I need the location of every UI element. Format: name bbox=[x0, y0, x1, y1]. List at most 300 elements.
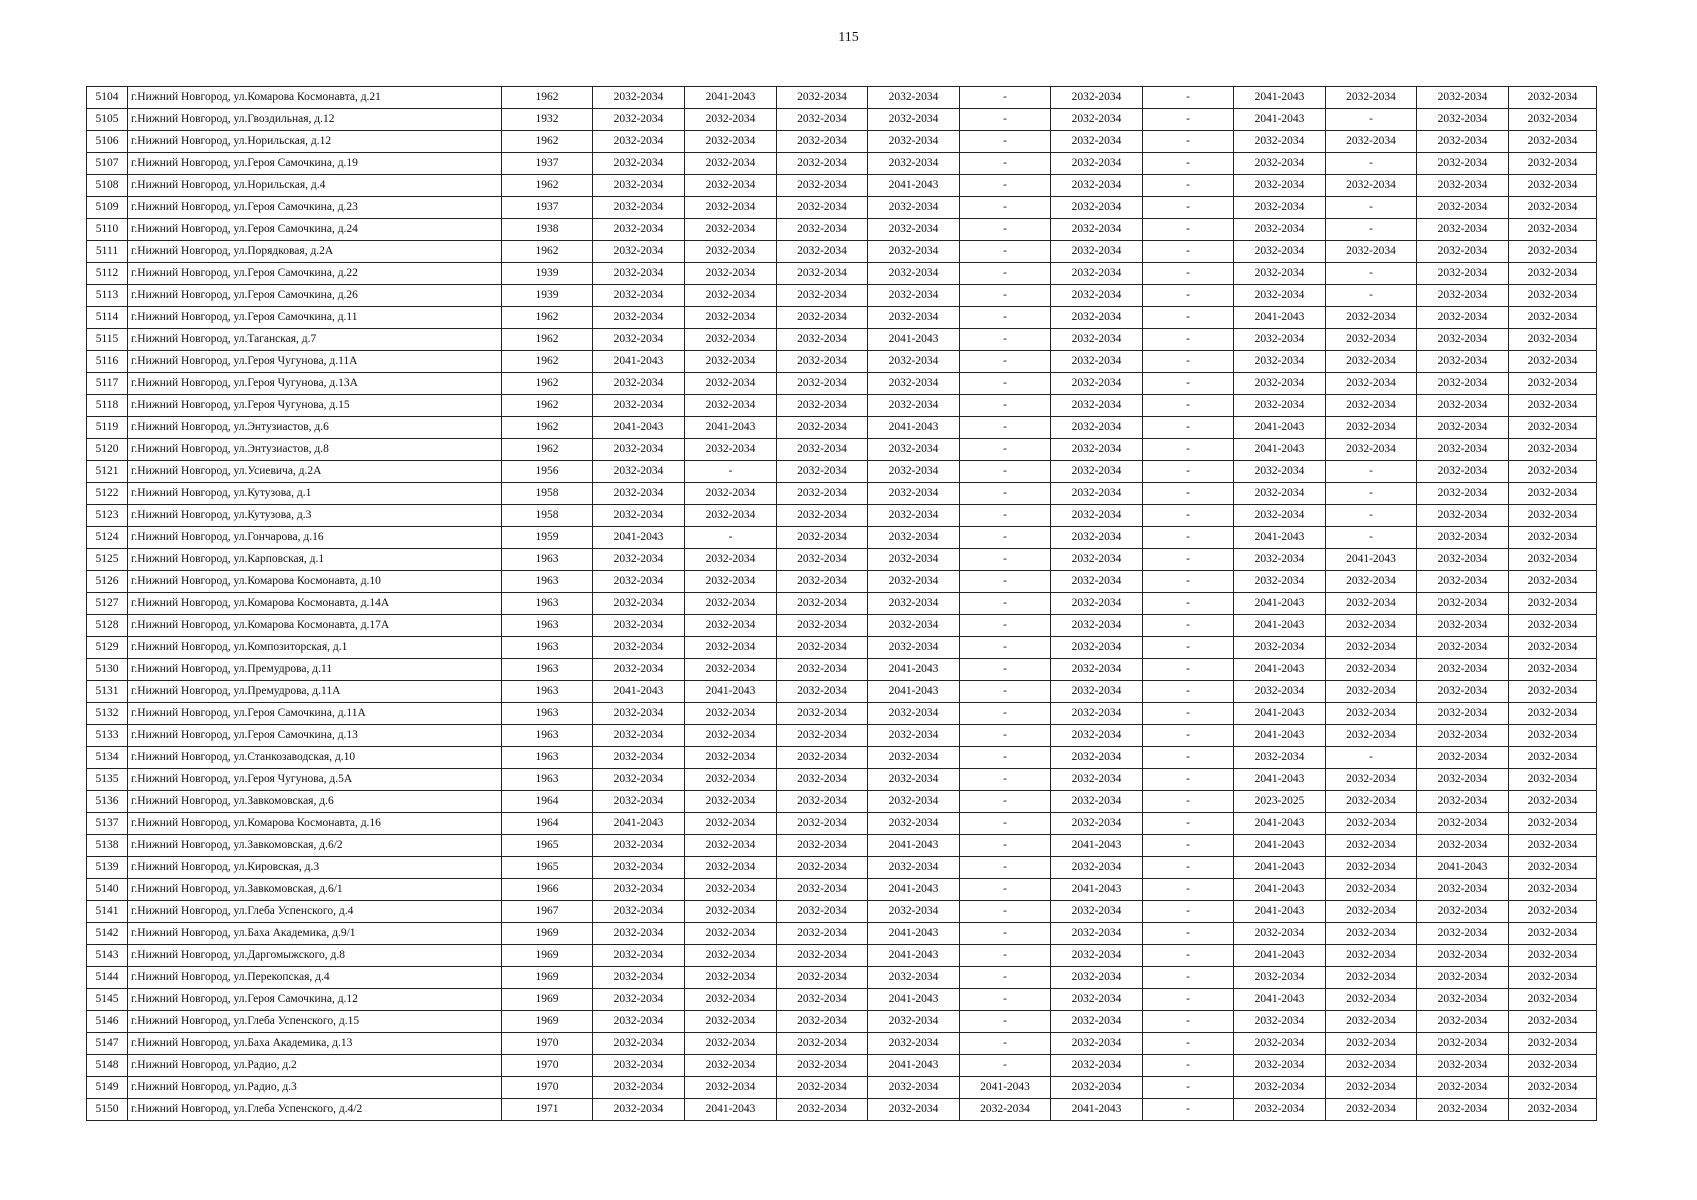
cell-repair-period-1: 2032-2034 bbox=[593, 461, 685, 483]
cell-build-year: 1965 bbox=[502, 835, 593, 857]
cell-repair-period-8: 2032-2034 bbox=[1234, 923, 1326, 945]
cell-repair-period-3: 2032-2034 bbox=[777, 175, 868, 197]
cell-repair-period-4: 2032-2034 bbox=[868, 901, 960, 923]
cell-repair-period-8: 2041-2043 bbox=[1234, 87, 1326, 109]
table-body bbox=[87, 87, 1597, 1121]
cell-row-number: 5147 bbox=[87, 1033, 128, 1055]
cell-address: г.Нижний Новгород, ул.Комарова Космонавта, д.10 bbox=[128, 571, 502, 593]
cell-repair-period-2: 2032-2034 bbox=[685, 483, 777, 505]
cell-repair-period-6: 2032-2034 bbox=[1051, 1011, 1143, 1033]
cell-repair-period-7: - bbox=[1143, 351, 1234, 373]
cell-repair-period-5: - bbox=[960, 857, 1051, 879]
cell-repair-period-2: 2041-2043 bbox=[685, 417, 777, 439]
cell-repair-period-10: 2032-2034 bbox=[1417, 241, 1509, 263]
cell-repair-period-3: 2032-2034 bbox=[777, 967, 868, 989]
cell-repair-period-3: 2032-2034 bbox=[777, 285, 868, 307]
cell-row-number: 5108 bbox=[87, 175, 128, 197]
cell-repair-period-1: 2032-2034 bbox=[593, 1099, 685, 1121]
table-row bbox=[87, 241, 1597, 263]
table-row bbox=[87, 989, 1597, 1011]
cell-build-year: 1962 bbox=[502, 439, 593, 461]
cell-repair-period-10: 2032-2034 bbox=[1417, 505, 1509, 527]
cell-repair-period-1: 2032-2034 bbox=[593, 1077, 685, 1099]
cell-repair-period-3: 2032-2034 bbox=[777, 659, 868, 681]
cell-repair-period-3: 2032-2034 bbox=[777, 703, 868, 725]
cell-build-year: 1937 bbox=[502, 153, 593, 175]
cell-repair-period-3: 2032-2034 bbox=[777, 87, 868, 109]
cell-repair-period-2: 2032-2034 bbox=[685, 901, 777, 923]
cell-repair-period-6: 2032-2034 bbox=[1051, 923, 1143, 945]
cell-repair-period-7: - bbox=[1143, 637, 1234, 659]
cell-repair-period-6: 2032-2034 bbox=[1051, 329, 1143, 351]
cell-repair-period-6: 2032-2034 bbox=[1051, 549, 1143, 571]
cell-repair-period-10: 2032-2034 bbox=[1417, 1011, 1509, 1033]
cell-repair-period-10: 2032-2034 bbox=[1417, 263, 1509, 285]
cell-repair-period-7: - bbox=[1143, 1099, 1234, 1121]
cell-address: г.Нижний Новгород, ул.Комарова Космонавта, д.16 bbox=[128, 813, 502, 835]
cell-repair-period-10: 2032-2034 bbox=[1417, 1077, 1509, 1099]
cell-repair-period-1: 2032-2034 bbox=[593, 197, 685, 219]
cell-repair-period-1: 2041-2043 bbox=[593, 813, 685, 835]
cell-repair-period-1: 2032-2034 bbox=[593, 175, 685, 197]
cell-repair-period-3: 2032-2034 bbox=[777, 637, 868, 659]
cell-repair-period-7: - bbox=[1143, 945, 1234, 967]
cell-repair-period-4: 2032-2034 bbox=[868, 1011, 960, 1033]
cell-repair-period-11: 2032-2034 bbox=[1509, 329, 1597, 351]
table-row bbox=[87, 659, 1597, 681]
cell-repair-period-1: 2032-2034 bbox=[593, 879, 685, 901]
cell-repair-period-7: - bbox=[1143, 659, 1234, 681]
cell-repair-period-7: - bbox=[1143, 109, 1234, 131]
cell-repair-period-1: 2032-2034 bbox=[593, 483, 685, 505]
cell-row-number: 5143 bbox=[87, 945, 128, 967]
cell-address: г.Нижний Новгород, ул.Кутузова, д.1 bbox=[128, 483, 502, 505]
cell-repair-period-5: - bbox=[960, 241, 1051, 263]
cell-repair-period-6: 2032-2034 bbox=[1051, 153, 1143, 175]
cell-build-year: 1970 bbox=[502, 1055, 593, 1077]
cell-repair-period-10: 2032-2034 bbox=[1417, 395, 1509, 417]
cell-row-number: 5149 bbox=[87, 1077, 128, 1099]
cell-repair-period-5: - bbox=[960, 175, 1051, 197]
cell-repair-period-6: 2032-2034 bbox=[1051, 571, 1143, 593]
cell-repair-period-11: 2032-2034 bbox=[1509, 637, 1597, 659]
table-row bbox=[87, 747, 1597, 769]
cell-repair-period-6: 2032-2034 bbox=[1051, 989, 1143, 1011]
cell-repair-period-2: 2032-2034 bbox=[685, 197, 777, 219]
cell-repair-period-5: - bbox=[960, 505, 1051, 527]
cell-repair-period-9: - bbox=[1326, 527, 1417, 549]
cell-repair-period-7: - bbox=[1143, 219, 1234, 241]
cell-address: г.Нижний Новгород, ул.Завкомовская, д.6/1 bbox=[128, 879, 502, 901]
cell-repair-period-4: 2032-2034 bbox=[868, 791, 960, 813]
cell-address: г.Нижний Новгород, ул.Энтузиастов, д.6 bbox=[128, 417, 502, 439]
cell-repair-period-4: 2041-2043 bbox=[868, 1055, 960, 1077]
cell-repair-period-7: - bbox=[1143, 703, 1234, 725]
cell-repair-period-11: 2032-2034 bbox=[1509, 373, 1597, 395]
cell-row-number: 5117 bbox=[87, 373, 128, 395]
table-row bbox=[87, 593, 1597, 615]
cell-repair-period-1: 2032-2034 bbox=[593, 395, 685, 417]
cell-repair-period-10: 2032-2034 bbox=[1417, 1033, 1509, 1055]
cell-repair-period-6: 2032-2034 bbox=[1051, 813, 1143, 835]
cell-repair-period-5: - bbox=[960, 395, 1051, 417]
cell-repair-period-9: 2032-2034 bbox=[1326, 923, 1417, 945]
cell-repair-period-6: 2032-2034 bbox=[1051, 197, 1143, 219]
table-row bbox=[87, 1011, 1597, 1033]
cell-repair-period-2: 2032-2034 bbox=[685, 989, 777, 1011]
table-row bbox=[87, 439, 1597, 461]
cell-repair-period-6: 2032-2034 bbox=[1051, 109, 1143, 131]
cell-build-year: 1971 bbox=[502, 1099, 593, 1121]
cell-repair-period-8: 2032-2034 bbox=[1234, 1033, 1326, 1055]
cell-repair-period-11: 2032-2034 bbox=[1509, 263, 1597, 285]
cell-build-year: 1963 bbox=[502, 769, 593, 791]
cell-repair-period-1: 2032-2034 bbox=[593, 703, 685, 725]
cell-address: г.Нижний Новгород, ул.Кутузова, д.3 bbox=[128, 505, 502, 527]
cell-repair-period-3: 2032-2034 bbox=[777, 329, 868, 351]
cell-repair-period-10: 2032-2034 bbox=[1417, 1055, 1509, 1077]
cell-repair-period-11: 2032-2034 bbox=[1509, 835, 1597, 857]
cell-repair-period-11: 2032-2034 bbox=[1509, 1055, 1597, 1077]
cell-repair-period-7: - bbox=[1143, 747, 1234, 769]
cell-repair-period-9: 2032-2034 bbox=[1326, 1099, 1417, 1121]
cell-row-number: 5104 bbox=[87, 87, 128, 109]
cell-repair-period-3: 2032-2034 bbox=[777, 505, 868, 527]
cell-repair-period-1: 2032-2034 bbox=[593, 439, 685, 461]
cell-repair-period-5: - bbox=[960, 153, 1051, 175]
cell-repair-period-9: 2032-2034 bbox=[1326, 131, 1417, 153]
cell-repair-period-1: 2032-2034 bbox=[593, 1033, 685, 1055]
cell-repair-period-5: - bbox=[960, 923, 1051, 945]
cell-repair-period-4: 2041-2043 bbox=[868, 879, 960, 901]
cell-repair-period-4: 2032-2034 bbox=[868, 1077, 960, 1099]
cell-repair-period-9: - bbox=[1326, 109, 1417, 131]
cell-repair-period-8: 2032-2034 bbox=[1234, 571, 1326, 593]
cell-repair-period-11: 2032-2034 bbox=[1509, 1077, 1597, 1099]
cell-repair-period-7: - bbox=[1143, 923, 1234, 945]
cell-repair-period-9: - bbox=[1326, 153, 1417, 175]
cell-repair-period-7: - bbox=[1143, 901, 1234, 923]
cell-repair-period-6: 2041-2043 bbox=[1051, 835, 1143, 857]
cell-repair-period-7: - bbox=[1143, 1055, 1234, 1077]
cell-repair-period-9: 2032-2034 bbox=[1326, 395, 1417, 417]
cell-repair-period-2: 2041-2043 bbox=[685, 87, 777, 109]
cell-repair-period-10: 2032-2034 bbox=[1417, 835, 1509, 857]
cell-repair-period-1: 2041-2043 bbox=[593, 351, 685, 373]
cell-repair-period-1: 2032-2034 bbox=[593, 593, 685, 615]
cell-repair-period-3: 2032-2034 bbox=[777, 131, 868, 153]
cell-repair-period-6: 2032-2034 bbox=[1051, 791, 1143, 813]
cell-build-year: 1959 bbox=[502, 527, 593, 549]
cell-repair-period-7: - bbox=[1143, 439, 1234, 461]
cell-repair-period-1: 2032-2034 bbox=[593, 901, 685, 923]
cell-repair-period-7: - bbox=[1143, 1077, 1234, 1099]
cell-repair-period-10: 2032-2034 bbox=[1417, 703, 1509, 725]
cell-repair-period-2: 2032-2034 bbox=[685, 571, 777, 593]
cell-repair-period-6: 2032-2034 bbox=[1051, 505, 1143, 527]
cell-repair-period-8: 2032-2034 bbox=[1234, 285, 1326, 307]
cell-build-year: 1963 bbox=[502, 703, 593, 725]
table-row bbox=[87, 703, 1597, 725]
cell-repair-period-6: 2032-2034 bbox=[1051, 637, 1143, 659]
cell-repair-period-3: 2032-2034 bbox=[777, 373, 868, 395]
cell-repair-period-5: - bbox=[960, 747, 1051, 769]
cell-repair-period-3: 2032-2034 bbox=[777, 835, 868, 857]
cell-repair-period-5: 2041-2043 bbox=[960, 1077, 1051, 1099]
cell-address: г.Нижний Новгород, ул.Перекопская, д.4 bbox=[128, 967, 502, 989]
cell-repair-period-2: 2032-2034 bbox=[685, 219, 777, 241]
cell-row-number: 5130 bbox=[87, 659, 128, 681]
cell-repair-period-1: 2032-2034 bbox=[593, 307, 685, 329]
cell-repair-period-7: - bbox=[1143, 373, 1234, 395]
cell-repair-period-5: - bbox=[960, 131, 1051, 153]
cell-repair-period-8: 2041-2043 bbox=[1234, 527, 1326, 549]
cell-repair-period-2: 2032-2034 bbox=[685, 153, 777, 175]
cell-repair-period-11: 2032-2034 bbox=[1509, 505, 1597, 527]
table-row bbox=[87, 725, 1597, 747]
cell-repair-period-2: 2032-2034 bbox=[685, 175, 777, 197]
cell-repair-period-5: - bbox=[960, 901, 1051, 923]
cell-repair-period-5: - bbox=[960, 725, 1051, 747]
cell-repair-period-3: 2032-2034 bbox=[777, 945, 868, 967]
cell-repair-period-8: 2041-2043 bbox=[1234, 945, 1326, 967]
table-row bbox=[87, 945, 1597, 967]
cell-repair-period-2: 2041-2043 bbox=[685, 681, 777, 703]
cell-repair-period-6: 2032-2034 bbox=[1051, 175, 1143, 197]
cell-repair-period-6: 2032-2034 bbox=[1051, 1055, 1143, 1077]
cell-repair-period-3: 2032-2034 bbox=[777, 483, 868, 505]
cell-repair-period-4: 2032-2034 bbox=[868, 263, 960, 285]
cell-repair-period-9: 2032-2034 bbox=[1326, 791, 1417, 813]
cell-repair-period-9: 2032-2034 bbox=[1326, 1077, 1417, 1099]
cell-repair-period-2: 2032-2034 bbox=[685, 1011, 777, 1033]
cell-repair-period-3: 2032-2034 bbox=[777, 1077, 868, 1099]
table-row bbox=[87, 1055, 1597, 1077]
cell-repair-period-3: 2032-2034 bbox=[777, 857, 868, 879]
cell-build-year: 1969 bbox=[502, 967, 593, 989]
cell-repair-period-5: - bbox=[960, 813, 1051, 835]
cell-repair-period-1: 2032-2034 bbox=[593, 747, 685, 769]
cell-repair-period-3: 2032-2034 bbox=[777, 219, 868, 241]
cell-repair-period-9: 2032-2034 bbox=[1326, 989, 1417, 1011]
cell-repair-period-2: 2032-2034 bbox=[685, 439, 777, 461]
cell-repair-period-10: 2032-2034 bbox=[1417, 87, 1509, 109]
cell-build-year: 1958 bbox=[502, 505, 593, 527]
cell-build-year: 1969 bbox=[502, 1011, 593, 1033]
cell-address: г.Нижний Новгород, ул.Карповская, д.1 bbox=[128, 549, 502, 571]
cell-repair-period-8: 2032-2034 bbox=[1234, 351, 1326, 373]
cell-repair-period-3: 2032-2034 bbox=[777, 109, 868, 131]
cell-repair-period-7: - bbox=[1143, 593, 1234, 615]
table-row bbox=[87, 307, 1597, 329]
cell-repair-period-3: 2032-2034 bbox=[777, 351, 868, 373]
cell-repair-period-1: 2032-2034 bbox=[593, 835, 685, 857]
cell-repair-period-5: 2032-2034 bbox=[960, 1099, 1051, 1121]
table-row bbox=[87, 1033, 1597, 1055]
cell-repair-period-2: 2032-2034 bbox=[685, 1055, 777, 1077]
cell-repair-period-7: - bbox=[1143, 175, 1234, 197]
cell-repair-period-4: 2041-2043 bbox=[868, 659, 960, 681]
cell-repair-period-9: - bbox=[1326, 263, 1417, 285]
cell-repair-period-4: 2041-2043 bbox=[868, 417, 960, 439]
cell-repair-period-4: 2032-2034 bbox=[868, 505, 960, 527]
cell-repair-period-6: 2032-2034 bbox=[1051, 263, 1143, 285]
cell-repair-period-7: - bbox=[1143, 681, 1234, 703]
table-row bbox=[87, 483, 1597, 505]
cell-row-number: 5120 bbox=[87, 439, 128, 461]
table-row bbox=[87, 461, 1597, 483]
cell-row-number: 5133 bbox=[87, 725, 128, 747]
cell-repair-period-11: 2032-2034 bbox=[1509, 219, 1597, 241]
cell-row-number: 5125 bbox=[87, 549, 128, 571]
cell-row-number: 5144 bbox=[87, 967, 128, 989]
cell-repair-period-9: 2032-2034 bbox=[1326, 87, 1417, 109]
table-row bbox=[87, 637, 1597, 659]
cell-repair-period-1: 2032-2034 bbox=[593, 263, 685, 285]
table-row bbox=[87, 527, 1597, 549]
cell-repair-period-5: - bbox=[960, 263, 1051, 285]
cell-repair-period-8: 2032-2034 bbox=[1234, 1077, 1326, 1099]
cell-repair-period-9: 2032-2034 bbox=[1326, 439, 1417, 461]
cell-build-year: 1962 bbox=[502, 373, 593, 395]
cell-row-number: 5122 bbox=[87, 483, 128, 505]
cell-repair-period-10: 2032-2034 bbox=[1417, 153, 1509, 175]
cell-address: г.Нижний Новгород, ул.Героя Самочкина, д.26 bbox=[128, 285, 502, 307]
cell-address: г.Нижний Новгород, ул.Героя Чугунова, д.15 bbox=[128, 395, 502, 417]
cell-repair-period-8: 2041-2043 bbox=[1234, 989, 1326, 1011]
cell-repair-period-9: 2032-2034 bbox=[1326, 1033, 1417, 1055]
cell-repair-period-8: 2041-2043 bbox=[1234, 769, 1326, 791]
cell-repair-period-11: 2032-2034 bbox=[1509, 857, 1597, 879]
cell-repair-period-8: 2041-2043 bbox=[1234, 439, 1326, 461]
cell-repair-period-11: 2032-2034 bbox=[1509, 307, 1597, 329]
cell-repair-period-5: - bbox=[960, 659, 1051, 681]
cell-repair-period-7: - bbox=[1143, 813, 1234, 835]
cell-repair-period-11: 2032-2034 bbox=[1509, 813, 1597, 835]
cell-repair-period-5: - bbox=[960, 109, 1051, 131]
cell-repair-period-4: 2032-2034 bbox=[868, 813, 960, 835]
cell-repair-period-1: 2032-2034 bbox=[593, 219, 685, 241]
cell-address: г.Нижний Новгород, ул.Героя Самочкина, д.22 bbox=[128, 263, 502, 285]
cell-build-year: 1965 bbox=[502, 857, 593, 879]
cell-repair-period-3: 2032-2034 bbox=[777, 901, 868, 923]
cell-repair-period-6: 2032-2034 bbox=[1051, 461, 1143, 483]
cell-repair-period-4: 2032-2034 bbox=[868, 703, 960, 725]
cell-repair-period-8: 2041-2043 bbox=[1234, 307, 1326, 329]
cell-repair-period-2: 2032-2034 bbox=[685, 307, 777, 329]
table-row bbox=[87, 351, 1597, 373]
cell-repair-period-2: 2032-2034 bbox=[685, 241, 777, 263]
cell-repair-period-1: 2032-2034 bbox=[593, 989, 685, 1011]
cell-build-year: 1962 bbox=[502, 131, 593, 153]
cell-row-number: 5128 bbox=[87, 615, 128, 637]
cell-repair-period-11: 2032-2034 bbox=[1509, 417, 1597, 439]
cell-repair-period-4: 2041-2043 bbox=[868, 329, 960, 351]
cell-repair-period-1: 2032-2034 bbox=[593, 725, 685, 747]
cell-repair-period-7: - bbox=[1143, 197, 1234, 219]
cell-repair-period-10: 2032-2034 bbox=[1417, 637, 1509, 659]
cell-row-number: 5138 bbox=[87, 835, 128, 857]
cell-row-number: 5116 bbox=[87, 351, 128, 373]
cell-repair-period-10: 2032-2034 bbox=[1417, 901, 1509, 923]
cell-repair-period-10: 2032-2034 bbox=[1417, 593, 1509, 615]
cell-repair-period-4: 2032-2034 bbox=[868, 131, 960, 153]
cell-repair-period-10: 2032-2034 bbox=[1417, 461, 1509, 483]
cell-repair-period-3: 2032-2034 bbox=[777, 527, 868, 549]
cell-repair-period-1: 2032-2034 bbox=[593, 967, 685, 989]
cell-repair-period-11: 2032-2034 bbox=[1509, 769, 1597, 791]
cell-repair-period-10: 2032-2034 bbox=[1417, 879, 1509, 901]
cell-repair-period-7: - bbox=[1143, 769, 1234, 791]
table-row bbox=[87, 835, 1597, 857]
cell-repair-period-6: 2032-2034 bbox=[1051, 307, 1143, 329]
table-row bbox=[87, 923, 1597, 945]
cell-repair-period-10: 2032-2034 bbox=[1417, 439, 1509, 461]
cell-repair-period-8: 2032-2034 bbox=[1234, 461, 1326, 483]
cell-repair-period-10: 2032-2034 bbox=[1417, 989, 1509, 1011]
cell-repair-period-3: 2032-2034 bbox=[777, 593, 868, 615]
table-row bbox=[87, 1099, 1597, 1121]
cell-row-number: 5148 bbox=[87, 1055, 128, 1077]
cell-repair-period-9: 2032-2034 bbox=[1326, 659, 1417, 681]
cell-repair-period-8: 2032-2034 bbox=[1234, 153, 1326, 175]
cell-repair-period-8: 2032-2034 bbox=[1234, 1011, 1326, 1033]
cell-repair-period-3: 2032-2034 bbox=[777, 1055, 868, 1077]
cell-address: г.Нижний Новгород, ул.Героя Самочкина, д.11 bbox=[128, 307, 502, 329]
cell-repair-period-9: 2032-2034 bbox=[1326, 813, 1417, 835]
table-row bbox=[87, 219, 1597, 241]
cell-repair-period-8: 2032-2034 bbox=[1234, 483, 1326, 505]
cell-row-number: 5123 bbox=[87, 505, 128, 527]
cell-repair-period-5: - bbox=[960, 835, 1051, 857]
cell-repair-period-9: - bbox=[1326, 219, 1417, 241]
cell-repair-period-3: 2032-2034 bbox=[777, 263, 868, 285]
cell-repair-period-6: 2032-2034 bbox=[1051, 439, 1143, 461]
cell-repair-period-7: - bbox=[1143, 307, 1234, 329]
cell-repair-period-8: 2032-2034 bbox=[1234, 747, 1326, 769]
cell-repair-period-4: 2032-2034 bbox=[868, 615, 960, 637]
cell-repair-period-3: 2032-2034 bbox=[777, 1011, 868, 1033]
cell-repair-period-8: 2041-2043 bbox=[1234, 857, 1326, 879]
cell-address: г.Нижний Новгород, ул.Радио, д.2 bbox=[128, 1055, 502, 1077]
cell-row-number: 5121 bbox=[87, 461, 128, 483]
cell-repair-period-6: 2032-2034 bbox=[1051, 351, 1143, 373]
table-row bbox=[87, 901, 1597, 923]
cell-repair-period-3: 2032-2034 bbox=[777, 769, 868, 791]
cell-build-year: 1964 bbox=[502, 791, 593, 813]
cell-row-number: 5126 bbox=[87, 571, 128, 593]
cell-repair-period-3: 2032-2034 bbox=[777, 879, 868, 901]
cell-repair-period-4: 2032-2034 bbox=[868, 549, 960, 571]
cell-repair-period-4: 2041-2043 bbox=[868, 923, 960, 945]
cell-repair-period-7: - bbox=[1143, 879, 1234, 901]
cell-repair-period-7: - bbox=[1143, 417, 1234, 439]
cell-repair-period-1: 2032-2034 bbox=[593, 769, 685, 791]
cell-row-number: 5111 bbox=[87, 241, 128, 263]
cell-build-year: 1963 bbox=[502, 615, 593, 637]
cell-repair-period-8: 2041-2043 bbox=[1234, 615, 1326, 637]
table-row bbox=[87, 153, 1597, 175]
cell-row-number: 5146 bbox=[87, 1011, 128, 1033]
cell-repair-period-6: 2032-2034 bbox=[1051, 901, 1143, 923]
cell-repair-period-2: 2032-2034 bbox=[685, 769, 777, 791]
cell-repair-period-2: 2032-2034 bbox=[685, 549, 777, 571]
cell-repair-period-4: 2032-2034 bbox=[868, 153, 960, 175]
cell-repair-period-2: 2032-2034 bbox=[685, 813, 777, 835]
cell-repair-period-11: 2032-2034 bbox=[1509, 175, 1597, 197]
cell-build-year: 1962 bbox=[502, 417, 593, 439]
cell-repair-period-4: 2041-2043 bbox=[868, 989, 960, 1011]
